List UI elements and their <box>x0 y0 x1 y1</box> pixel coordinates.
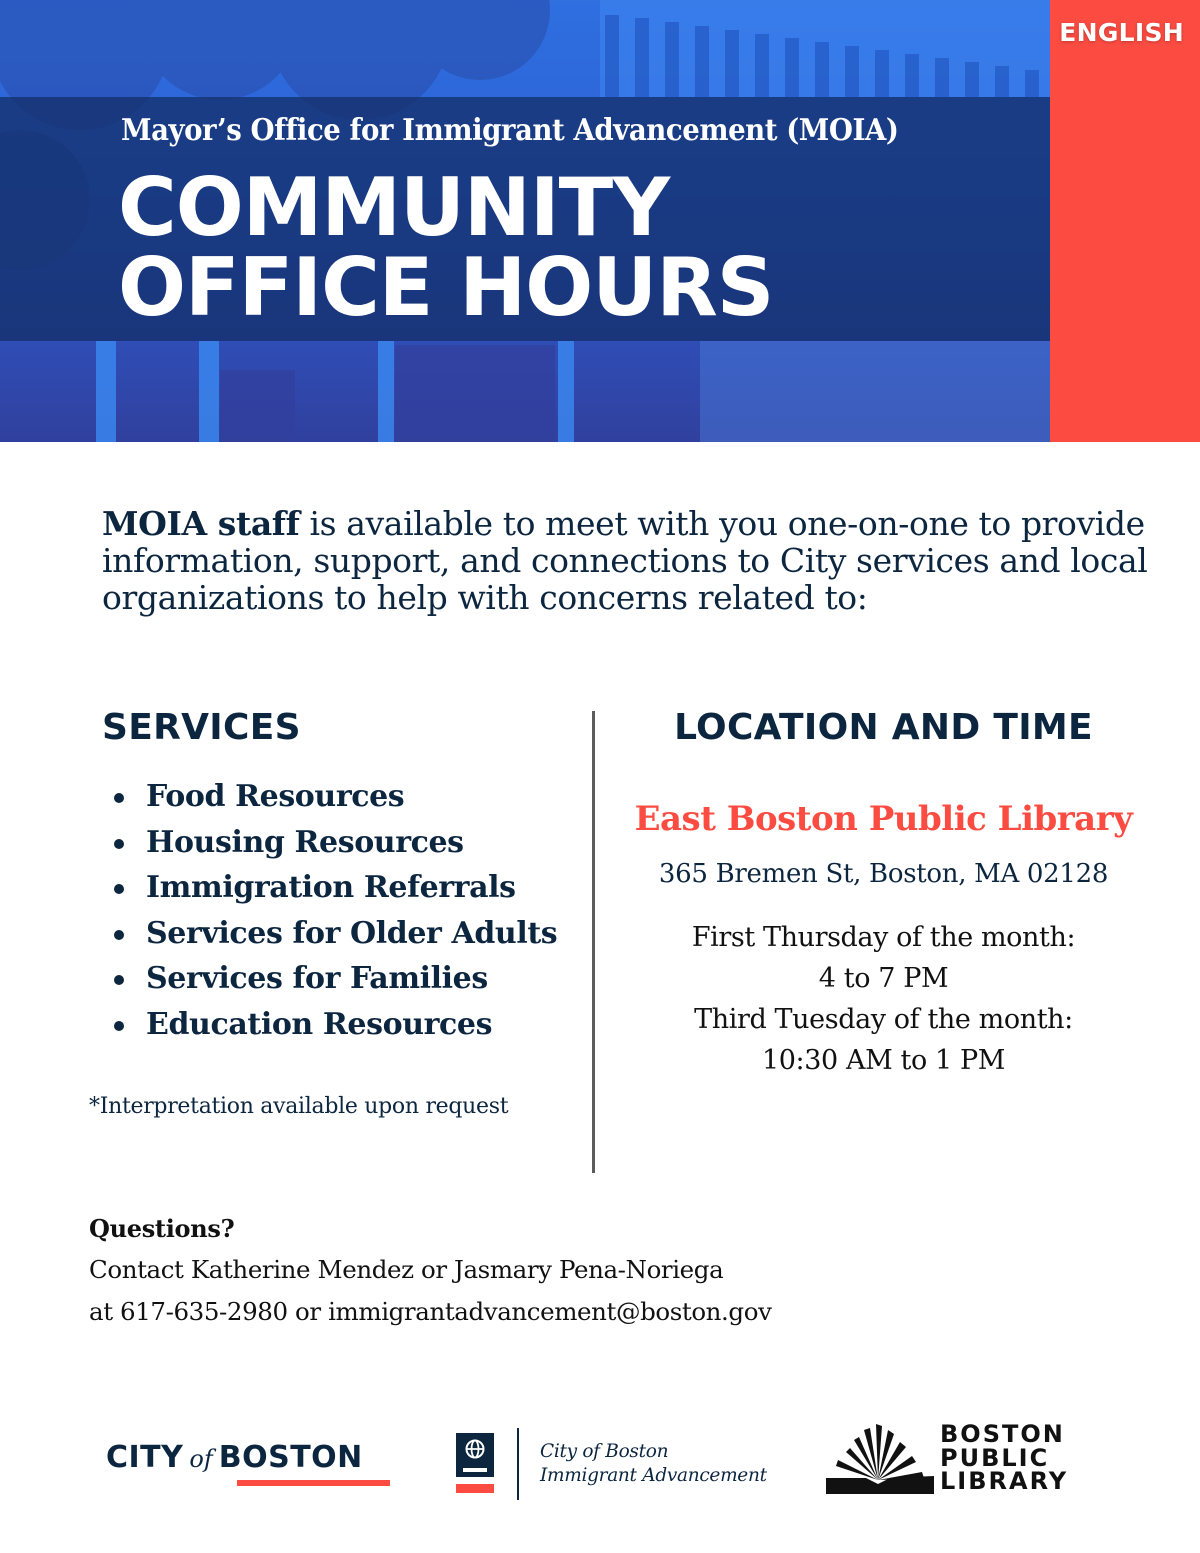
logo-city-word: CITY <box>106 1440 184 1475</box>
contact-section <box>89 1214 772 1327</box>
moia-logo-line-2: Immigrant Advancement <box>540 1465 767 1486</box>
intro-bold-lead: MOIA staff <box>102 504 300 543</box>
contact-heading: Questions? <box>89 1214 235 1243</box>
location-section <box>620 707 1147 1081</box>
schedule-day-1: First Thursday of the month: <box>691 922 1076 953</box>
list-item <box>112 911 557 957</box>
language-tab <box>1050 0 1200 442</box>
list-item <box>112 956 557 1002</box>
bullet-icon <box>114 1021 124 1031</box>
service-label: Education Resources <box>146 1006 493 1042</box>
services-heading: SERVICES <box>102 707 301 748</box>
intro-paragraph <box>102 505 1162 616</box>
column-divider <box>592 711 595 1173</box>
venue-name: East Boston Public Library <box>634 799 1133 839</box>
boston-public-library-logo <box>826 1420 1076 1500</box>
logo-boston-word: BOSTON <box>218 1440 363 1475</box>
moia-logo <box>456 1428 786 1500</box>
services-list <box>112 774 557 1047</box>
list-item <box>112 774 557 820</box>
language-label: ENGLISH <box>1059 18 1184 47</box>
bullet-icon <box>114 975 124 985</box>
title-line-1: COMMUNITY <box>118 161 670 254</box>
moia-logo-text <box>540 1440 767 1488</box>
logo-of-word: of <box>189 1445 213 1473</box>
globe-icon <box>465 1439 485 1459</box>
list-item <box>112 865 557 911</box>
location-heading: LOCATION AND TIME <box>674 707 1093 748</box>
service-label: Food Resources <box>146 779 405 814</box>
hero-banner <box>0 0 1050 442</box>
bpl-line-2: PUBLIC <box>940 1443 1050 1472</box>
bullet-icon <box>114 793 124 803</box>
schedule-time-1: 4 to 7 PM <box>818 963 949 994</box>
venue-address: 365 Bremen St, Boston, MA 02128 <box>658 859 1109 889</box>
bpl-line-1: BOSTON <box>940 1420 1065 1448</box>
contact-details: at 617-635-2980 or immigrantadvancement@boston.gov <box>89 1297 772 1326</box>
service-label: Services for Families <box>146 961 488 996</box>
bullet-icon <box>114 839 124 849</box>
bpl-logo-text <box>940 1420 1069 1495</box>
organization-name: Mayor’s Office for Immigrant Advancement (MOIA) <box>121 113 899 148</box>
interpretation-note: *Interpretation available upon request <box>89 1094 509 1119</box>
service-label: Services for Older Adults <box>146 915 558 951</box>
intro-text: is available to meet with you one-on-one to provide information, support, and connections to City services and local organizations to help with concerns related to: <box>102 504 1148 617</box>
title-line-2: OFFICE HOURS <box>118 241 774 334</box>
mark-bar <box>463 1468 487 1472</box>
bpl-line-3: LIBRARY <box>940 1467 1069 1495</box>
bullet-icon <box>114 884 124 894</box>
city-of-boston-logo <box>106 1440 363 1475</box>
schedule <box>620 917 1147 1081</box>
list-item <box>112 820 557 866</box>
open-book-icon <box>826 1420 934 1498</box>
service-label: Housing Resources <box>146 824 464 860</box>
schedule-day-2: Third Tuesday of the month: <box>694 1004 1073 1035</box>
bullet-icon <box>114 930 124 940</box>
mark-red-bar <box>456 1484 494 1493</box>
logo-divider <box>517 1428 519 1500</box>
moia-logo-line-1: City of Boston <box>540 1441 669 1462</box>
logo-underline <box>237 1480 390 1486</box>
service-label: Immigration Referrals <box>146 870 516 905</box>
list-item <box>112 1002 557 1048</box>
contact-names: Contact Katherine Mendez or Jasmary Pena-Noriega <box>89 1255 724 1284</box>
moia-mark <box>456 1433 494 1477</box>
schedule-time-2: 10:30 AM to 1 PM <box>762 1045 1005 1076</box>
page-title <box>118 161 774 334</box>
